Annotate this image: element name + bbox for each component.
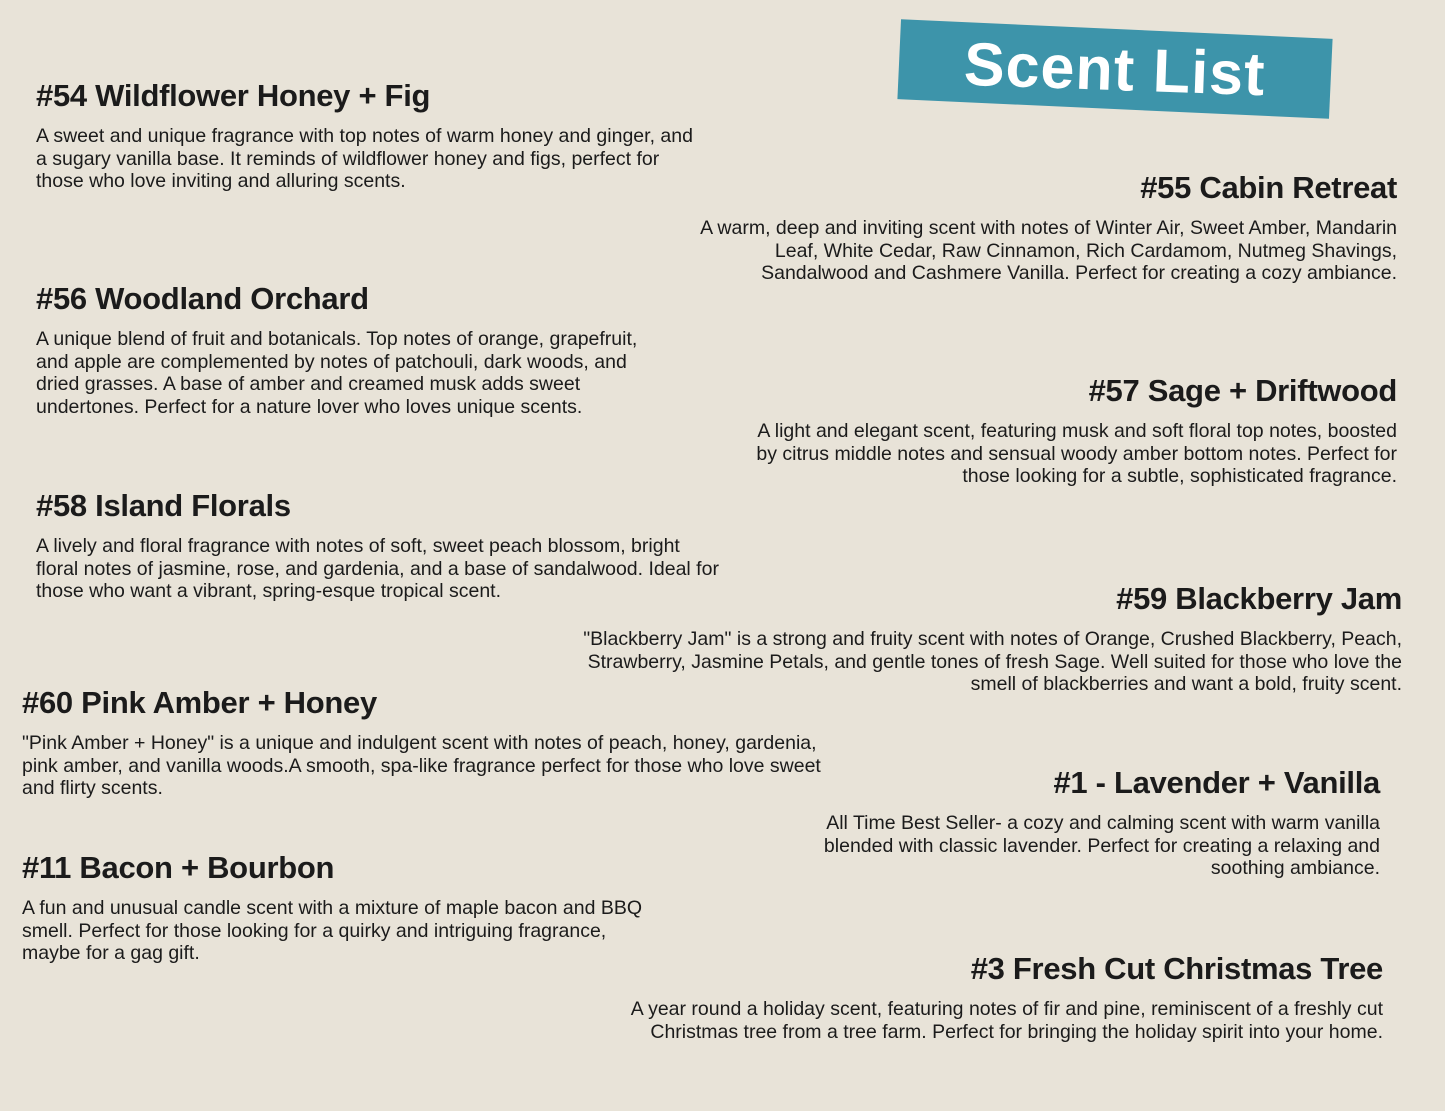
scent-description: A year round a holiday scent, featuring notes of fir and pine, reminiscent of a freshly cut Christmas tree from a tree farm. Perfect for bringing the holiday spirit into your home. <box>630 998 1383 1043</box>
scent-description: A lively and floral fragrance with notes of soft, sweet peach blossom, bright floral notes of jasmine, rose, and gardenia, and a base of sandalwood. Ideal for those who want a vibrant, spring-esque tropical scent. <box>36 535 719 602</box>
scent-section-54-wildflower-honey-fig <box>36 78 696 193</box>
scent-description: A fun and unusual candle scent with a mixture of maple bacon and BBQ smell. Perfect for those looking for a quirky and intriguing fragrance, maybe for a gag gift. <box>22 897 643 964</box>
scent-description: "Blackberry Jam" is a strong and fruity scent with notes of Orange, Crushed Blackberry, Peach, Strawberry, Jasmine Petals, and gentle tones of fresh Sage. Well suited for those who love the smell of blackberries and want a bold, fruity scent. <box>583 628 1402 695</box>
scent-description: A unique blend of fruit and botanicals. Top notes of orange, grapefruit, and apple are complemented by notes of patchouli, dark woods, and dried grasses. A base of amber and creamed musk adds sweet undertones. Perfect for a nature lover who loves unique scents. <box>36 328 638 418</box>
scent-title: #60 Pink Amber + Honey <box>22 685 377 720</box>
scent-title: #57 Sage + Driftwood <box>1088 373 1397 408</box>
scent-title: #11 Bacon + Bourbon <box>22 850 335 885</box>
scent-title: #55 Cabin Retreat <box>1140 170 1397 205</box>
scent-list-banner <box>897 19 1332 119</box>
scent-section-59-blackberry-jam <box>557 581 1402 696</box>
scent-description: A light and elegant scent, featuring musk and soft floral top notes, boosted by citrus middle notes and sensual woody amber bottom notes. Perfect for those looking for a subtle, sophisticated fragrance. <box>756 420 1397 487</box>
scent-title: #58 Island Florals <box>36 488 291 523</box>
scent-section-11-bacon-bourbon <box>22 850 647 965</box>
scent-section-3-fresh-cut-christmas-tree <box>543 951 1383 1043</box>
scent-description: All Time Best Seller- a cozy and calming scent with warm vanilla blended with classic lavender. Perfect for creating a relaxing and soothing ambiance. <box>823 812 1380 879</box>
scent-title: #54 Wildflower Honey + Fig <box>36 78 431 113</box>
scent-section-57-sage-driftwood <box>737 373 1397 488</box>
scent-title: #1 - Lavender + Vanilla <box>1053 765 1380 800</box>
scent-title: #59 Blackberry Jam <box>1116 581 1402 616</box>
banner-title: Scent List <box>963 29 1267 109</box>
scent-title: #3 Fresh Cut Christmas Tree <box>970 951 1383 986</box>
scent-section-1-lavender-vanilla <box>800 765 1380 880</box>
scent-section-60-pink-amber-honey <box>22 685 827 800</box>
scent-description: A warm, deep and inviting scent with notes of Winter Air, Sweet Amber, Mandarin Leaf, White Cedar, Raw Cinnamon, Rich Cardamom, Nutmeg Shavings, Sandalwood and Cashmere Vanilla. Perfect for creating a cozy ambiance. <box>700 217 1397 284</box>
scent-description: "Pink Amber + Honey" is a unique and indulgent scent with notes of peach, honey, gardenia, pink amber, and vanilla woods.A smooth, spa-like fragrance perfect for those who love sweet and flirty scents. <box>22 732 821 799</box>
scent-section-55-cabin-retreat <box>687 170 1397 285</box>
scent-description: A sweet and unique fragrance with top notes of warm honey and ginger, and a sugary vanilla base. It reminds of wildflower honey and figs, perfect for those who love inviting and alluring scents. <box>36 125 693 192</box>
scent-section-56-woodland-orchard <box>36 281 661 418</box>
scent-title: #56 Woodland Orchard <box>36 281 369 316</box>
